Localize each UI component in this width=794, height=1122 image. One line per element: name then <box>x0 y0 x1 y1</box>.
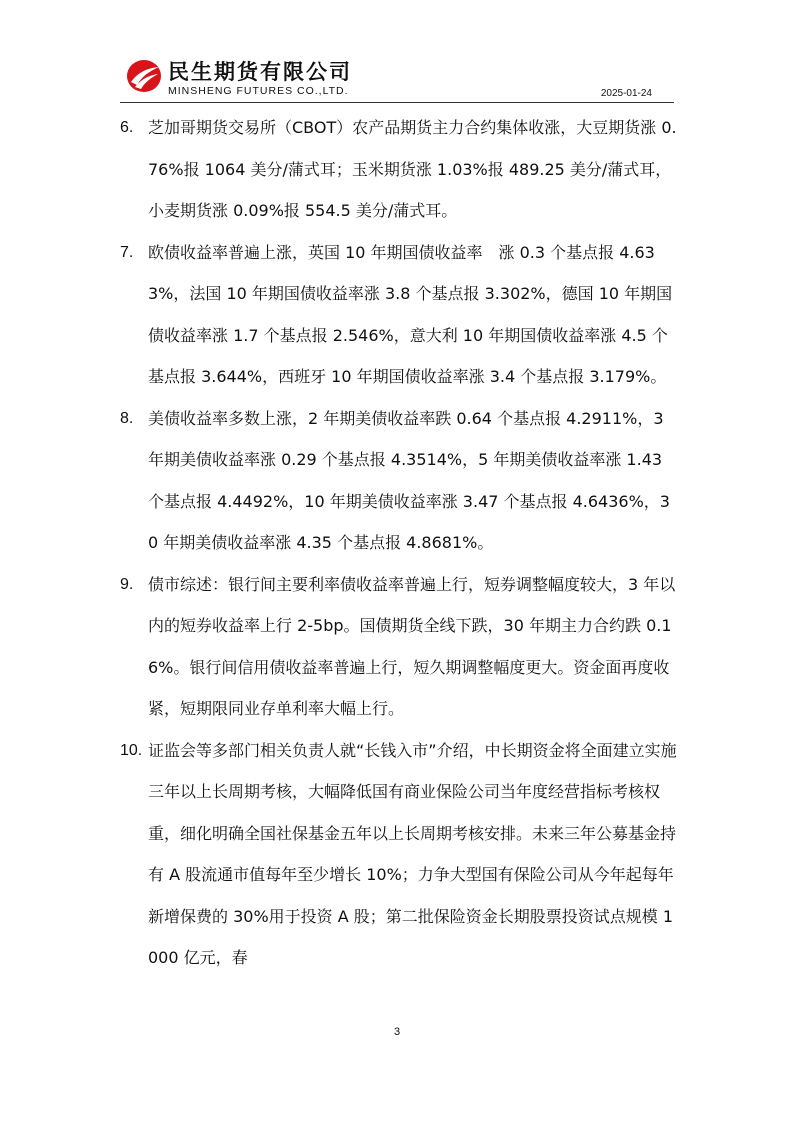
page-header <box>120 52 674 104</box>
company-name-cn: 民生期货有限公司 <box>168 60 352 84</box>
company-name-en: MINSHENG FUTURES CO.,LTD. <box>168 85 349 97</box>
item-number: 6. <box>120 119 134 136</box>
item-number: 8. <box>120 409 134 427</box>
list-item-9 <box>120 564 680 730</box>
item-number: 9. <box>120 575 134 593</box>
list-item-8 <box>120 398 680 564</box>
item-number: 7. <box>120 243 134 261</box>
document-body <box>120 107 680 979</box>
header-divider <box>120 102 674 103</box>
minsheng-logo-icon <box>126 58 162 94</box>
item-text: 芝加哥期货交易所（CBOT）农产品期货主力合约集体收涨，大豆期货涨 0.76%报 1064 美分/蒲式耳；玉米期货涨 1.03%报 489.25 美分/蒲式耳，小麦期货涨 0.09%报 554.5 美分/蒲式耳。 <box>148 118 677 220</box>
item-number: 10. <box>120 741 143 759</box>
page-number: 3 <box>393 1026 401 1038</box>
report-date: 2025-01-24 <box>600 88 652 99</box>
item-text: 债市综述：银行间主要利率债收益率普遍上行，短券调整幅度较大，3 年以内的短券收益率上行 2-5bp。国债期货全线下跌，30 年期主力合约跌 0.16%。银行间信用债收益率普遍上行，短久期调整幅度更大。资金面再度收紧，短期限同业存单利率大幅上行。 <box>148 574 676 718</box>
list-item-7 <box>120 232 680 398</box>
list-item-10 <box>120 730 680 979</box>
list-item-6 <box>120 107 680 232</box>
item-text: 证监会等多部门相关负责人就“长钱入市”介绍，中长期资金将全面建立实施三年以上长周期考核，大幅降低国有商业保险公司当年度经营指标考核权重，细化明确全国社保基金五年以上长周期考核安排。未来三年公募基金持有 A 股流通市值每年至少增长 10%；力争大型国有保险公司从今年起每年新增保费的 30%用于投资 A 股；第二批保险资金长期股票投资试点规模 1000 亿元，春 <box>148 740 677 967</box>
item-text: 美债收益率多数上涨，2 年期美债收益率跌 0.64 个基点报 4.2911%，3 年期美债收益率涨 0.29 个基点报 4.3514%，5 年期美债收益率涨 1.43 个基点报 4.4492%，10 年期美债收益率涨 3.47 个基点报 4.6436%，30 年期美债收益率涨 4.35 个基点报 4.8681%。 <box>148 408 670 552</box>
item-text: 欧债收益率普遍上涨，英国 10 年期国债收益率 涨 0.3 个基点报 4.633%，法国 10 年期国债收益率涨 3.8 个基点报 3.302%，德国 10 年期国债收益率涨 1.7 个基点报 2.546%，意大利 10 年期国债收益率涨 4.5 个基点报 3.644%，西班牙 10 年期国债收益率涨 3.4 个基点报 3.179%。 <box>148 242 673 386</box>
